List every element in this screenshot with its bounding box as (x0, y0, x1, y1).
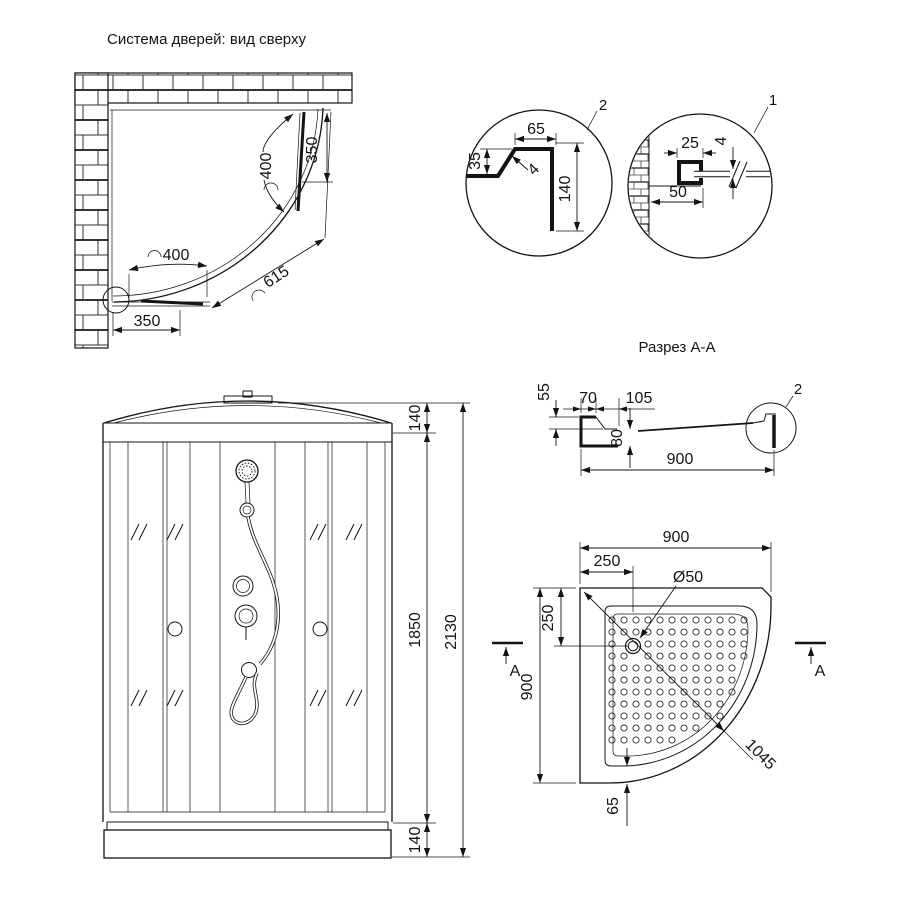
dim-tray-250-left: 250 (540, 604, 557, 632)
dim-tray-250-top: 250 (593, 553, 621, 570)
door-handle-right (313, 622, 327, 636)
dim-65: 65 (527, 121, 545, 138)
door-handle-left (168, 622, 182, 636)
dim-4: 4 (524, 160, 543, 179)
front-view-drawing (103, 391, 470, 858)
section-letter-a: A (509, 663, 521, 680)
dim-drain-diameter: Ø50 (672, 569, 704, 586)
dim-tray-65: 65 (605, 797, 622, 815)
section-mark-left (492, 643, 523, 680)
door-rail-inner-arc (113, 109, 318, 296)
callout-2-section: 2 (793, 381, 803, 398)
dim-tray-900-left: 900 (519, 673, 536, 701)
dim-50: 50 (669, 184, 687, 201)
section-title: Разрез А-А (638, 339, 716, 356)
dim-opening-615: 615 (260, 262, 293, 292)
dim-4-glass: 4 (713, 136, 730, 146)
callout-2: 2 (598, 97, 608, 114)
dim-door-bottom-arc: 400 (162, 247, 190, 264)
arc-symbol (148, 251, 161, 257)
brick-wall-top (75, 73, 352, 103)
top-view-drawing (75, 73, 352, 348)
sliding-door-bottom (141, 301, 203, 304)
dim-70: 70 (579, 390, 597, 407)
dim-roof-140: 140 (407, 404, 424, 432)
dim-side-350: 350 (304, 136, 321, 164)
hand-shower (242, 663, 257, 678)
brick-wall-left (75, 73, 108, 348)
diverter-knob (235, 605, 257, 627)
dim-tray-900-top: 900 (662, 529, 690, 546)
dim-900: 900 (666, 451, 694, 468)
dim-25: 25 (681, 135, 699, 152)
section-letter-a: A (814, 663, 826, 680)
anti-slip-dots (609, 617, 747, 743)
dim-1045: 1045 (741, 736, 779, 774)
top-view-title: Система дверей: вид сверху (107, 31, 306, 48)
brick-hatch (618, 112, 649, 262)
dim-1850: 1850 (407, 612, 424, 648)
dim-base-140: 140 (407, 826, 424, 854)
mixer-knob (233, 576, 253, 596)
dim-140: 140 (557, 175, 574, 203)
dim-80: 80 (609, 429, 626, 447)
dim-2130: 2130 (443, 614, 460, 650)
door-rail-outer-arc (114, 108, 323, 302)
dim-door-top-arc: 400 (258, 152, 275, 180)
section-mark-right (795, 643, 826, 680)
section-aa-drawing (536, 339, 802, 476)
section-detail-circle-2 (746, 403, 796, 453)
callout-1: 1 (768, 92, 778, 109)
dim-105: 105 (625, 390, 653, 407)
dim-35: 35 (467, 152, 484, 170)
tray-top-view (492, 529, 826, 826)
tray-floor-line (638, 423, 753, 431)
arc-symbol (249, 287, 265, 300)
shower-base (104, 830, 391, 858)
detail-circle-2 (466, 97, 612, 256)
roof-curve (104, 401, 391, 423)
fixed-panel-right (325, 112, 331, 238)
dim-bottom-350: 350 (133, 313, 161, 330)
shower-column (231, 460, 278, 723)
dim-55: 55 (536, 383, 553, 401)
detail-circle-1 (618, 92, 777, 262)
